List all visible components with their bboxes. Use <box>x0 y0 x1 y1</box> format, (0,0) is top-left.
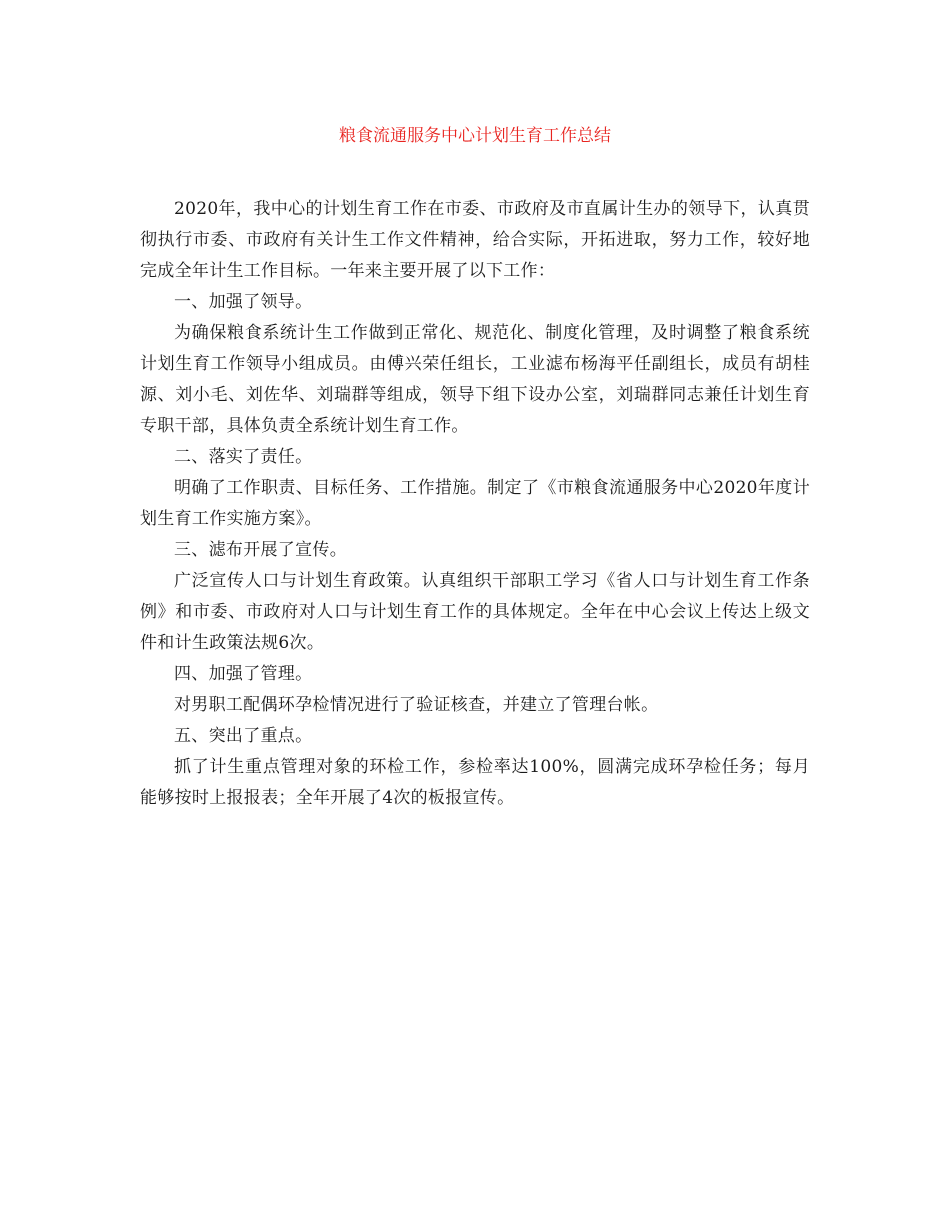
section-heading-focus: 五、突出了重点。 <box>174 726 313 746</box>
paragraph-responsibility: 明确了工作职责、目标任务、工作措施。制定了《市粮食流通服务中心2020年度计划生育工作实施方案》。 <box>140 478 810 529</box>
section-heading-leadership: 一、加强了领导。 <box>174 292 313 312</box>
document-body <box>140 194 810 814</box>
paragraph-focus: 抓了计生重点管理对象的环检工作，参检率达100%，圆满完成环孕检任务；每月能够按时上报报表；全年开展了4次的板报宣传。 <box>140 757 810 808</box>
paragraph-management: 对男职工配偶环孕检情况进行了验证核查，并建立了管理台帐。 <box>174 695 659 715</box>
section-heading-responsibility: 二、落实了责任。 <box>174 447 313 467</box>
document-title: 粮食流通服务中心计划生育工作总结 <box>339 126 611 146</box>
section-heading-management: 四、加强了管理。 <box>174 664 313 684</box>
paragraph-intro: 2020年，我中心的计划生育工作在市委、市政府及市直属计生办的领导下，认真贯彻执行市委、市政府有关计生工作文件精神，给合实际，开拓进取，努力工作，较好地完成全年计生工作目标。一年来主要开展了以下工作： <box>140 199 810 281</box>
section-heading-publicity: 三、滤布开展了宣传。 <box>174 540 347 560</box>
paragraph-leadership: 为确保粮食系统计生工作做到正常化、规范化、制度化管理，及时调整了粮食系统计划生育工作领导小组成员。由傅兴荣任组长，工业滤布杨海平任副组长，成员有胡桂源、刘小毛、刘佐华、刘瑞群等组成，领导下组下设办公室，刘瑞群同志兼任计划生育专职干部，具体负责全系统计划生育工作。 <box>140 323 810 436</box>
paragraph-publicity: 广泛宣传人口与计划生育政策。认真组织干部职工学习《省人口与计划生育工作条例》和市委、市政府对人口与计划生育工作的具体规定。全年在中心会议上传达上级文件和计生政策法规6次。 <box>140 571 810 653</box>
